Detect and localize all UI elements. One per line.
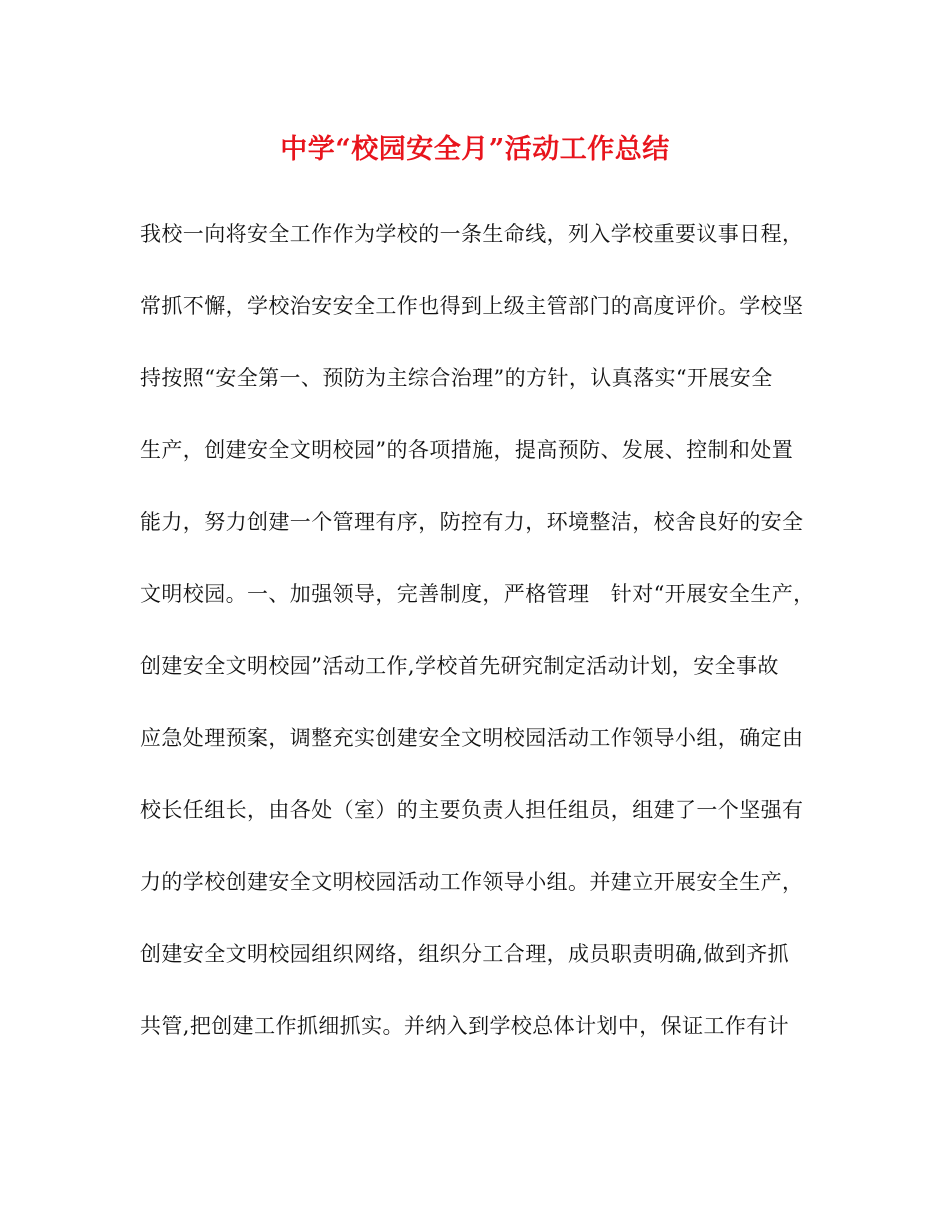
body-line: 生产，创建安全文明校园”的各项措施，提高预防、发展、控制和处置 xyxy=(140,438,794,462)
body-line: 校长任组长，由各处（室）的主要负责人担任组员，组建了一个坚强有 xyxy=(140,798,804,822)
body-line: 应急处理预案，调整充实创建安全文明校园活动工作领导小组，确定由 xyxy=(140,726,804,750)
body-line: 能力，努力创建一个管理有序，防控有力，环境整洁，校舍良好的安全 xyxy=(140,510,804,534)
body-line: 持按照“安全第一、预防为主综合治理”的方针，认真落实“开展安全 xyxy=(140,366,773,390)
body-line: 常抓不懈，学校治安安全工作也得到上级主管部门的高度评价。学校坚 xyxy=(140,294,804,318)
body-line: 创建安全文明校园组织网络，组织分工合理，成员职责明确,做到齐抓 xyxy=(140,942,790,966)
body-line: 文明校园。一、加强领导，完善制度，严格管理 针对“开展安全生产， xyxy=(140,582,815,606)
document-title: 中学“校园安全月”活动工作总结 xyxy=(280,134,670,165)
document-body xyxy=(140,212,840,1076)
body-line: 共管,把创建工作抓细抓实。并纳入到学校总体计划中，保证工作有计 xyxy=(140,1014,790,1038)
body-line: 创建安全文明校园”活动工作,学校首先研究制定活动计划，安全事故 xyxy=(140,654,779,678)
body-line: 力的学校创建安全文明校园活动工作领导小组。并建立开展安全生产， xyxy=(140,870,804,894)
body-line: 我校一向将安全工作作为学校的一条生命线，列入学校重要议事日程， xyxy=(140,222,804,246)
